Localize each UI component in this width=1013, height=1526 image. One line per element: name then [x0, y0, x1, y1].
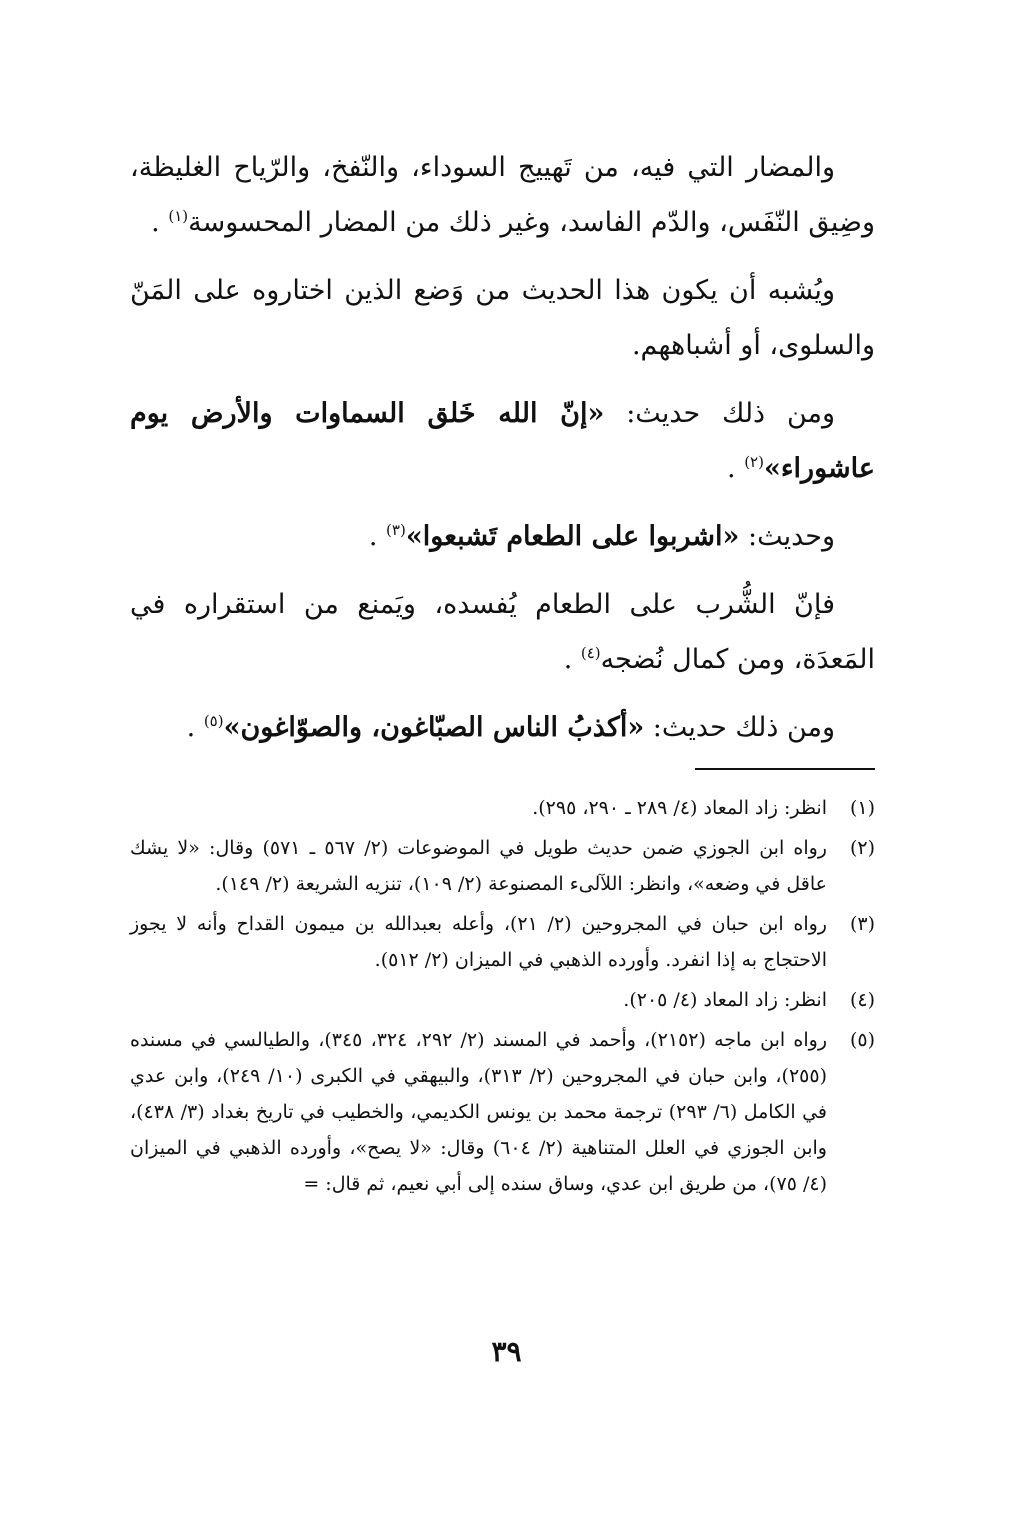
paragraph-1: [130, 140, 875, 250]
footnote-ref-3: (٣): [386, 521, 406, 539]
footnote-ref-5: (٥): [203, 712, 224, 730]
paragraph-2: [130, 263, 875, 373]
paragraph-punct: .: [368, 521, 387, 552]
paragraph-text: ومن ذلك حديث:: [644, 712, 835, 743]
paragraph-5: [130, 577, 875, 687]
footnote-text: رواه ابن الجوزي ضمن حديث طويل في الموضوعات (٢/ ٥٦٧ ـ ٥٧١) وقال: «لا يشك عاقل في وضعه»، وانظر: اللآلىء المصنوعة (٢/ ١٠٩)، تنزيه الشريعة (٢/ ١٤٩).: [130, 837, 827, 895]
paragraph-punct: .: [151, 207, 169, 238]
footnote-2: [130, 830, 875, 902]
footnote-number: (٤): [849, 989, 875, 1011]
footnote-ref-2: (٢): [744, 453, 764, 471]
footnotes: [130, 790, 875, 1206]
hadith-quote: «اشربوا على الطعام تَشبعوا»: [405, 521, 740, 552]
footnote-3: [130, 906, 875, 978]
paragraph-text: ويُشبه أن يكون هذا الحديث من وَضع الذين اختاروه على المَنّ والسلوى، أو أشباههم.: [130, 275, 875, 361]
footnote-number: (٥): [849, 1029, 875, 1051]
paragraph-3: [130, 386, 875, 496]
footnote-text: رواه ابن حبان في المجروحين (٢/ ٢١)، وأعله بعبدالله بن ميمون القداح وأنه لا يجوز الاحتجاج به إذا انفرد. وأورده الذهبي في الميزان (٢/ ٥١٢).: [130, 913, 827, 971]
paragraph-punct: .: [727, 453, 745, 484]
footnote-ref-1: (١): [168, 207, 189, 225]
paragraph-4: [130, 509, 875, 564]
paragraph-punct: .: [563, 644, 581, 675]
paragraph-text: وحديث:: [739, 521, 835, 552]
footnote-separator: [695, 768, 875, 770]
footnote-1: [130, 790, 875, 826]
paragraph-text: والمضار التي فيه، من تَهييج السوداء، والنّفخ، والرّياح الغليظة، وضِيق النّفَس، والدّم الفاسد، وغير ذلك من المضار المحسوسة: [130, 152, 875, 238]
paragraph-text: ومن ذلك حديث:: [604, 398, 835, 429]
footnote-number: (١): [849, 797, 875, 819]
paragraph-punct: .: [186, 712, 204, 743]
main-text-body: [130, 140, 875, 755]
hadith-quote: «إنّ الله خَلق السماوات والأرض يوم عاشوراء»: [130, 398, 875, 484]
footnote-text: انظر: زاد المعاد (٤/ ٢٨٩ ـ ٢٩٠، ٢٩٥).: [532, 797, 827, 819]
hadith-quote: «أكذبُ الناس الصبّاغون، والصوّاغون»: [223, 712, 645, 743]
footnote-number: (٢): [849, 837, 875, 859]
paragraph-6: [130, 700, 875, 755]
paragraph-text: فإنّ الشُّرب على الطعام يُفسده، ويَمنع من استقراره في المَعدَة، ومن كمال نُضجه: [130, 589, 875, 675]
page-number: ٣٩: [491, 1335, 522, 1368]
footnote-text: انظر: زاد المعاد (٤/ ٢٠٥).: [623, 989, 827, 1011]
footnote-ref-4: (٤): [580, 644, 601, 662]
footnote-5: [130, 1022, 875, 1202]
footnote-text: رواه ابن ماجه (٢١٥٢)، وأحمد في المسند (٢/ ٢٩٢، ٣٢٤، ٣٤٥)، والطيالسي في مسنده (٢٥٥)، وابن حبان في المجروحين (٢/ ٣١٣)، والبيهقي في الكبرى (١٠/ ٢٤٩)، وابن عدي في الكامل (٦/ ٢٩٣) ترجمة محمد بن يونس الكديمي، والخطيب في تاريخ بغداد (٣/ ٤٣٨)، وابن الجوزي في العلل المتناهية (٢/ ٦٠٤) وقال: «لا يصح»، وأورده الذهبي في الميزان (٤/ ٧٥)، من طريق ابن عدي، وساق سنده إلى أبي نعيم، ثم قال: =: [130, 1029, 828, 1195]
footnote-4: [130, 982, 875, 1018]
footnote-number: (٣): [849, 913, 875, 935]
